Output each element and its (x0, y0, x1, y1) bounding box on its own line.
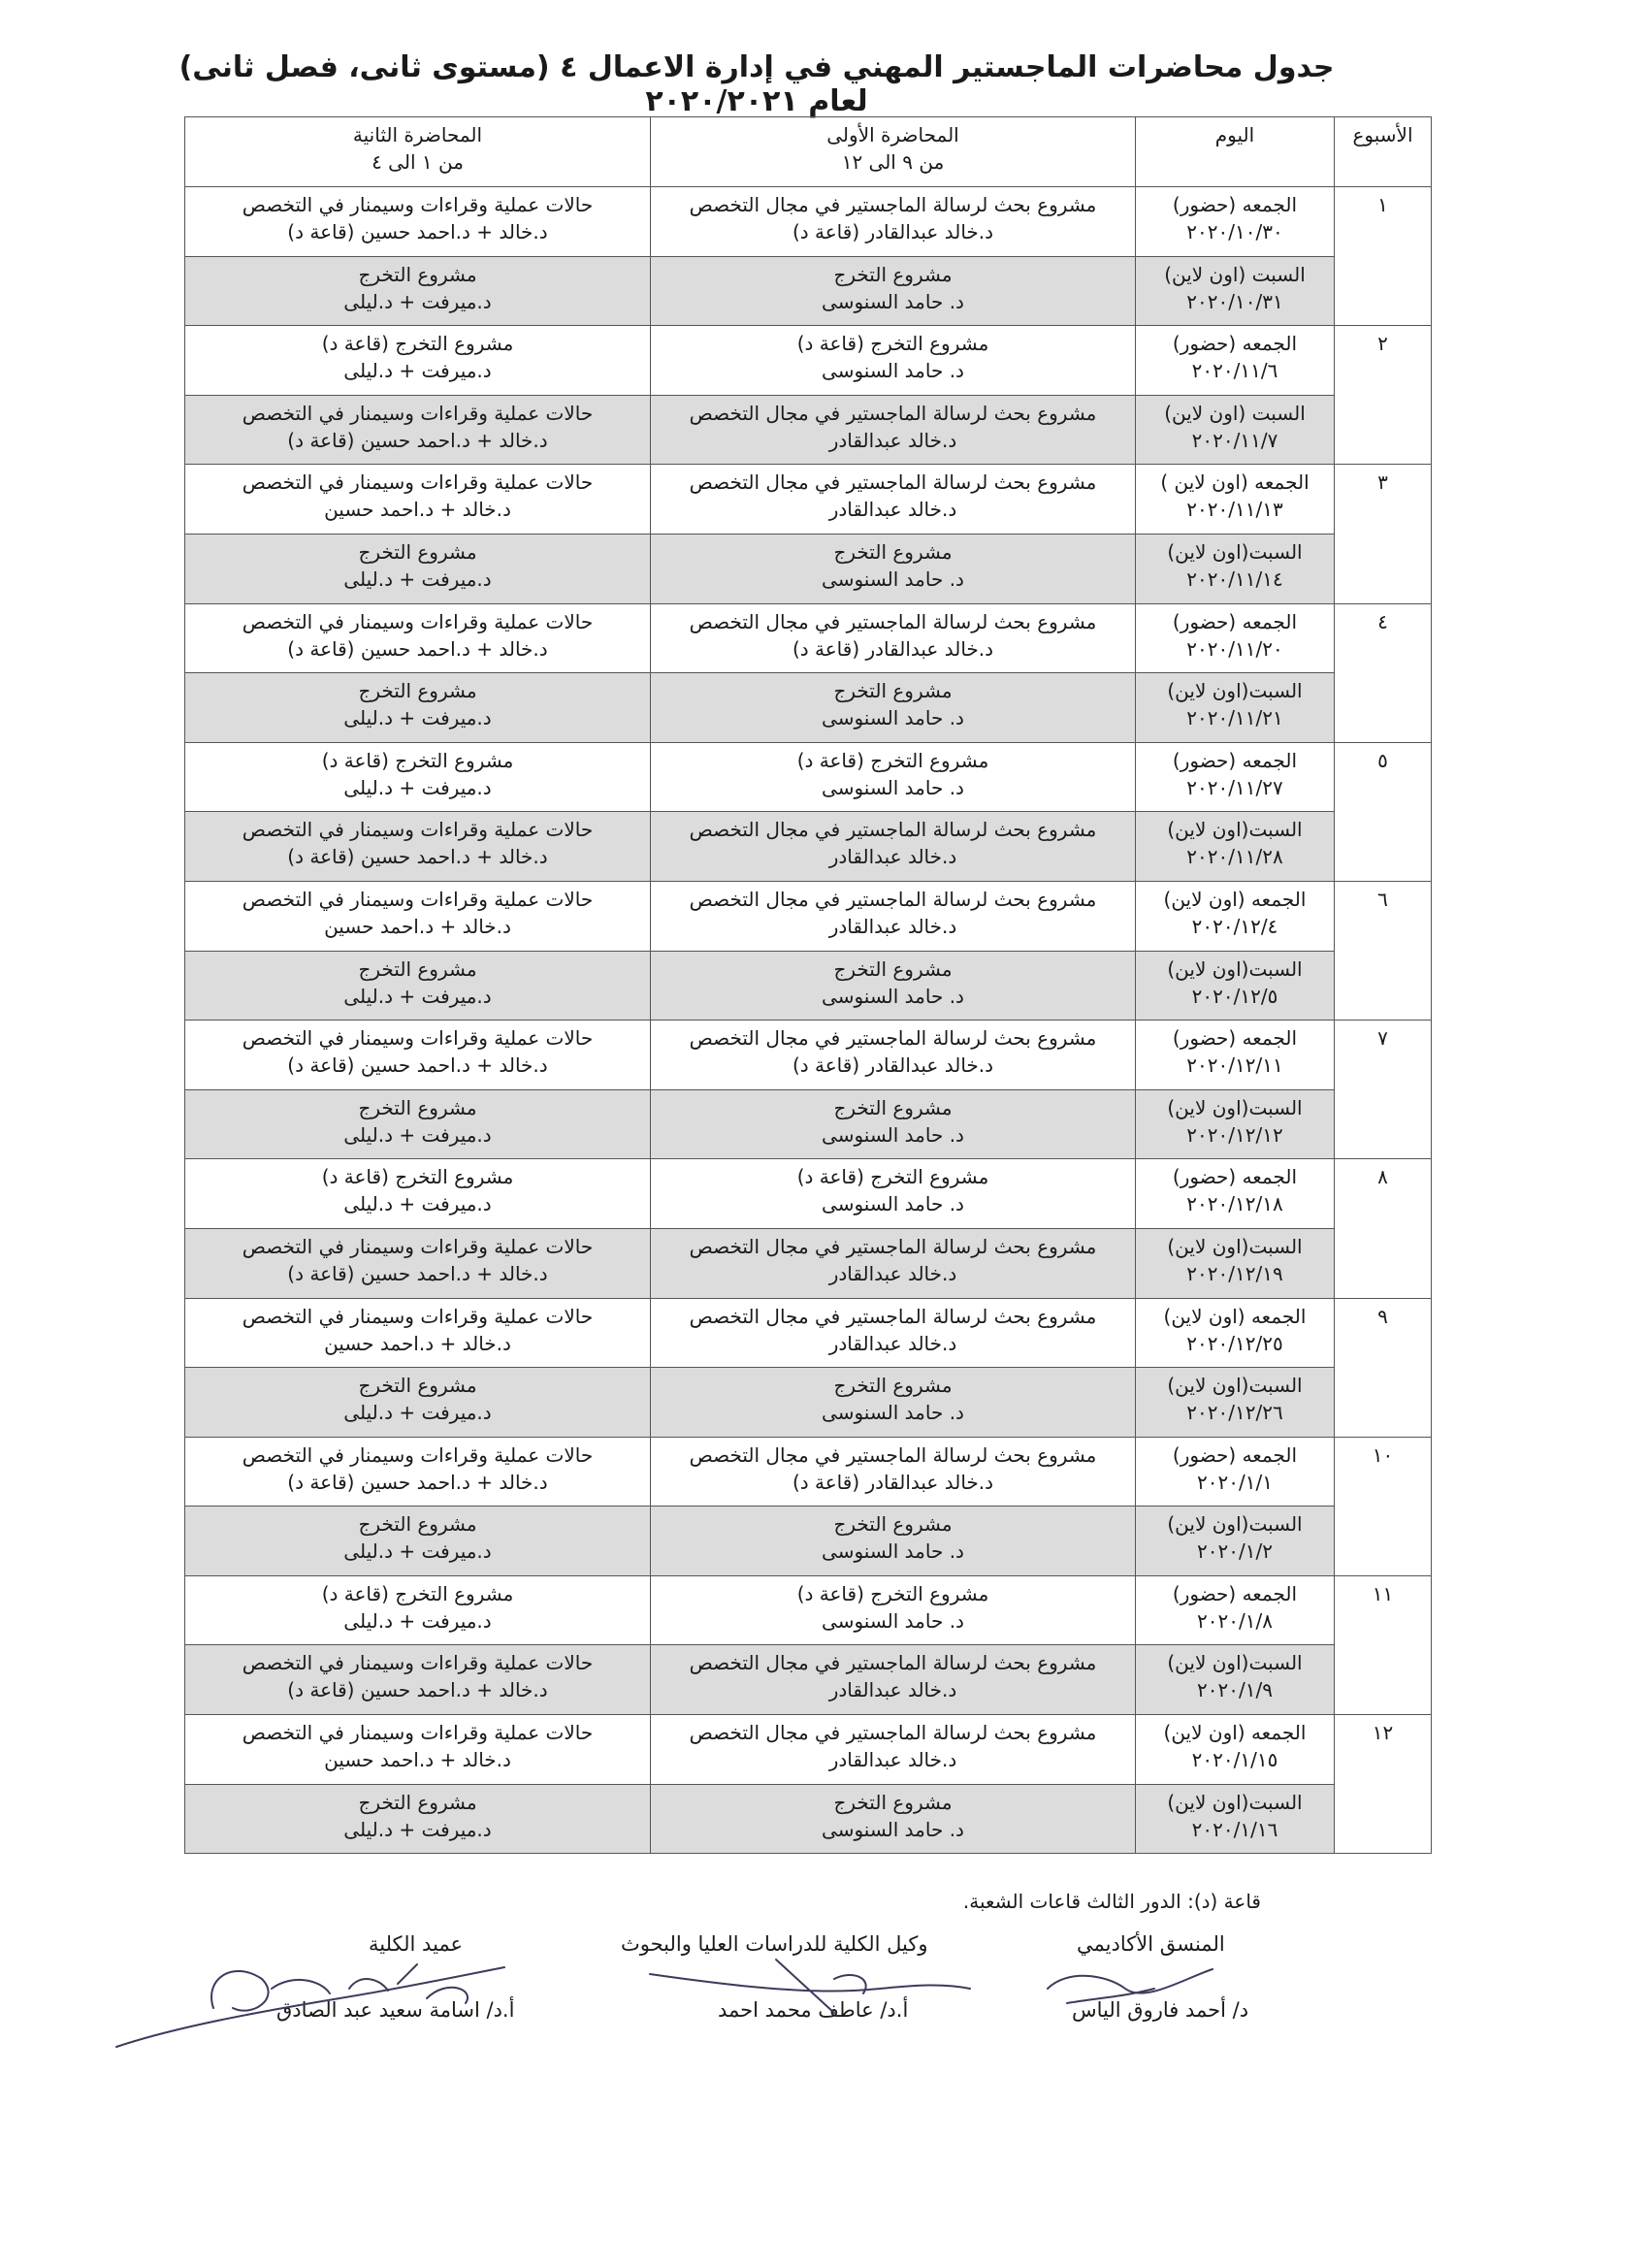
lecture1-cell (651, 1507, 1136, 1576)
lecture2-cell (185, 603, 651, 673)
day-cell (1136, 465, 1335, 535)
day-cell-line: السبت(اون لاين) (1167, 1651, 1303, 1675)
table-row (185, 881, 1432, 951)
week-number-cell: ٨ (1335, 1159, 1432, 1298)
lecture2-cell-line: د.خالد + د.احمد حسين (324, 914, 511, 938)
day-cell-line: ٢٠٢٠/١٢/٥ (1191, 984, 1278, 1008)
header-row (185, 117, 1432, 187)
lecture1-cell-line: مشروع التخرج (833, 1512, 953, 1537)
lecture1-cell-line: مشروع التخرج (833, 1095, 953, 1119)
day-cell-line: الجمعه (اون لاين ) (1160, 470, 1310, 495)
lecture2-cell-line: د.ميرفت + د.ليلى (343, 984, 492, 1008)
day-cell (1136, 1021, 1335, 1090)
day-cell-line: ٢٠٢٠/١١/١٣ (1186, 498, 1283, 522)
lecture2-cell-line: د.خالد + د.احمد حسين (قاعة د) (287, 1053, 548, 1078)
table-row (185, 1159, 1432, 1229)
day-cell (1136, 742, 1335, 812)
lecture1-cell-line: د.خالد عبدالقادر (828, 1331, 957, 1355)
day-cell-line: الجمعه (حضور) (1172, 332, 1298, 356)
day-cell-line: ٢٠٢٠/١٢/١٨ (1186, 1192, 1283, 1216)
table-row (185, 1089, 1432, 1159)
day-cell (1136, 1575, 1335, 1645)
header-lecture2: المحاضرة الثانية من ١ الى ٤ (185, 117, 651, 187)
week-number-cell: ١٢ (1335, 1715, 1432, 1854)
day-cell-line: ٢٠٢٠/١١/١٤ (1186, 567, 1283, 591)
schedule-table (184, 116, 1432, 1854)
day-cell-line: الجمعه (حضور) (1172, 193, 1298, 216)
lecture2-cell-line: د.ميرفت + د.ليلى (343, 1608, 492, 1633)
lecture2-cell-line: د.ميرفت + د.ليلى (343, 567, 492, 591)
week-number-cell: ١١ (1335, 1575, 1432, 1714)
lecture2-cell (185, 1715, 651, 1785)
week-number-cell: ٣ (1335, 465, 1432, 603)
week-number-cell: ٧ (1335, 1021, 1432, 1159)
table-row (185, 395, 1432, 465)
lecture1-cell-line: مشروع بحث لرسالة الماجستير في مجال التخصص (689, 818, 1097, 842)
lecture1-cell-line: د. حامد السنوسى (822, 984, 964, 1008)
day-cell (1136, 1437, 1335, 1507)
lecture2-cell (185, 465, 651, 535)
day-cell (1136, 256, 1335, 326)
lecture2-cell (185, 812, 651, 882)
lecture2-cell-line: حالات عملية وقراءات وسيمنار في التخصص (242, 1304, 594, 1328)
lecture1-cell (651, 326, 1136, 396)
lecture2-cell-line: د.خالد + د.احمد حسين (324, 1331, 511, 1355)
table-row (185, 603, 1432, 673)
day-cell-line: ٢٠٢٠/١٢/١٢ (1186, 1122, 1283, 1147)
lecture1-cell-line: د.خالد عبدالقادر (828, 1678, 957, 1702)
lecture1-cell-line: مشروع بحث لرسالة الماجستير في مجال التخصص (689, 1026, 1097, 1051)
week-number-cell: ٦ (1335, 881, 1432, 1020)
lecture1-cell (651, 742, 1136, 812)
table-row (185, 1575, 1432, 1645)
day-cell-line: الجمعه (حضور) (1172, 1442, 1298, 1467)
day-cell (1136, 326, 1335, 396)
lecture2-cell (185, 1159, 651, 1229)
day-cell-line: السبت(اون لاين) (1167, 1512, 1303, 1537)
week-number-cell: ٥ (1335, 742, 1432, 881)
dean-name: أ.د/ اسامة سعيد عبد الصادق (276, 1998, 515, 2022)
lecture1-cell-line: مشروع التخرج (قاعة د) (796, 1581, 989, 1605)
lecture2-cell-line: مشروع التخرج (قاعة د) (321, 748, 514, 772)
day-cell (1136, 603, 1335, 673)
lecture1-cell-line: مشروع بحث لرسالة الماجستير في مجال التخصص (689, 1304, 1097, 1328)
page-title: جدول محاضرات الماجستير المهني في إدارة الاعمال ٤ (مستوى ثانى، فصل ثانى) لعام ٢٠٢٠/٢٠٢١ (178, 50, 1335, 118)
lecture1-cell (651, 1715, 1136, 1785)
day-cell-line: الجمعه (اون لاين) (1163, 887, 1307, 911)
lecture2-cell (185, 1228, 651, 1298)
lecture2-cell-line: مشروع التخرج (358, 1095, 477, 1119)
lecture1-cell-line: مشروع التخرج (قاعة د) (796, 1165, 989, 1189)
day-cell (1136, 534, 1335, 603)
lecture2-cell-line: حالات عملية وقراءات وسيمنار في التخصص (242, 1442, 594, 1467)
lecture1-cell (651, 603, 1136, 673)
table-row (185, 187, 1432, 257)
day-cell-line: ٢٠٢٠/١١/٢٧ (1186, 775, 1283, 799)
table-row (185, 1368, 1432, 1438)
day-cell-line: السبت(اون لاين) (1167, 818, 1303, 842)
lecture1-cell (651, 256, 1136, 326)
lecture1-cell-line: مشروع بحث لرسالة الماجستير في مجال التخصص (689, 1442, 1097, 1467)
day-cell-line: ٢٠٢٠/١١/٢٨ (1186, 845, 1283, 869)
day-cell (1136, 1228, 1335, 1298)
week-number-cell: ٢ (1335, 326, 1432, 465)
lecture1-cell (651, 1089, 1136, 1159)
table-row (185, 1298, 1432, 1368)
day-cell-line: السبت(اون لاين) (1167, 1374, 1303, 1398)
lecture2-cell (185, 1021, 651, 1090)
lecture2-cell (185, 1368, 651, 1438)
day-cell-line: ٢٠٢٠/١٢/٢٥ (1186, 1331, 1283, 1355)
lecture1-cell-line: د.خالد عبدالقادر (828, 914, 957, 938)
lecture1-cell-line: د. حامد السنوسى (822, 706, 964, 730)
day-cell (1136, 1298, 1335, 1368)
lecture2-cell-line: د.ميرفت + د.ليلى (343, 1192, 492, 1216)
day-cell-line: ٢٠٢٠/١/١٥ (1191, 1748, 1278, 1772)
lecture2-cell-line: د.خالد + د.احمد حسين (قاعة د) (287, 220, 548, 243)
lecture2-cell-line: مشروع التخرج (358, 262, 477, 286)
day-cell-line: الجمعه (حضور) (1172, 1581, 1298, 1605)
lecture2-cell-line: د.خالد + د.احمد حسين (قاعة د) (287, 1470, 548, 1494)
lecture1-cell-line: د.خالد عبدالقادر (قاعة د) (792, 1053, 994, 1078)
day-cell (1136, 673, 1335, 743)
day-cell (1136, 187, 1335, 257)
table-row (185, 256, 1432, 326)
lecture2-cell-line: د.خالد + د.احمد حسين (قاعة د) (287, 1261, 548, 1285)
day-cell-line: ٢٠٢٠/١١/٢٠ (1186, 636, 1283, 661)
day-cell-line: ٢٠٢٠/١١/٧ (1191, 428, 1278, 452)
lecture2-cell (185, 742, 651, 812)
day-cell-line: ٢٠٢٠/١٢/٤ (1191, 914, 1278, 938)
lecture2-cell-line: د.ميرفت + د.ليلى (343, 359, 492, 383)
lecture1-cell (651, 1368, 1136, 1438)
lecture2-cell-line: مشروع التخرج (قاعة د) (321, 1165, 514, 1189)
lecture2-cell (185, 326, 651, 396)
lecture2-cell (185, 1507, 651, 1576)
lecture1-cell-line: د.خالد عبدالقادر (828, 1748, 957, 1772)
day-cell (1136, 1784, 1335, 1854)
table-row (185, 1507, 1432, 1576)
day-cell-line: ٢٠٢٠/١١/٦ (1191, 359, 1278, 383)
day-cell-line: الجمعه (حضور) (1172, 1026, 1298, 1051)
lecture2-cell-line: د.خالد + د.احمد حسين (324, 1748, 511, 1772)
lecture1-cell-line: د. حامد السنوسى (822, 1817, 964, 1841)
day-cell (1136, 1715, 1335, 1785)
lecture1-cell-line: مشروع التخرج (قاعة د) (796, 748, 989, 772)
lecture2-cell (185, 1575, 651, 1645)
lecture1-cell (651, 673, 1136, 743)
lecture1-cell-line: مشروع التخرج (833, 1374, 953, 1398)
lecture1-cell-line: د.خالد عبدالقادر (قاعة د) (792, 1470, 994, 1494)
week-number-cell: ٤ (1335, 603, 1432, 742)
lecture1-cell (651, 1784, 1136, 1854)
lecture1-cell-line: د.خالد عبدالقادر (828, 428, 957, 452)
day-cell (1136, 1645, 1335, 1715)
lecture1-cell (651, 1575, 1136, 1645)
day-cell-line: ٢٠٢٠/١٠/٣١ (1186, 289, 1283, 313)
lecture2-cell-line: حالات عملية وقراءات وسيمنار في التخصص (242, 470, 594, 495)
header-week: الأسبوع (1335, 117, 1432, 187)
lecture1-cell-line: د. حامد السنوسى (822, 567, 964, 591)
lecture2-cell-line: حالات عملية وقراءات وسيمنار في التخصص (242, 1651, 594, 1675)
day-cell-line: ٢٠٢٠/١/١٦ (1191, 1817, 1278, 1841)
table-row (185, 1437, 1432, 1507)
lecture2-cell (185, 1784, 651, 1854)
lecture2-cell-line: حالات عملية وقراءات وسيمنار في التخصص (242, 193, 594, 216)
lecture2-cell-line: د.ميرفت + د.ليلى (343, 1401, 492, 1425)
day-cell (1136, 1507, 1335, 1576)
lecture1-cell-line: مشروع بحث لرسالة الماجستير في مجال التخصص (689, 887, 1097, 911)
lecture1-cell-line: د. حامد السنوسى (822, 289, 964, 313)
day-cell-line: السبت (اون لاين) (1164, 262, 1306, 286)
lecture2-cell-line: حالات عملية وقراءات وسيمنار في التخصص (242, 1026, 594, 1051)
lecture2-cell (185, 1645, 651, 1715)
lecture2-cell-line: حالات عملية وقراءات وسيمنار في التخصص (242, 401, 594, 425)
day-cell-line: ٢٠٢٠/١٢/١٩ (1186, 1261, 1283, 1285)
lecture2-cell-line: مشروع التخرج (358, 539, 477, 564)
lecture2-cell-line: حالات عملية وقراءات وسيمنار في التخصص (242, 609, 594, 633)
week-number-cell: ٩ (1335, 1298, 1432, 1437)
lecture1-cell (651, 951, 1136, 1021)
day-cell (1136, 1089, 1335, 1159)
table-row (185, 1784, 1432, 1854)
lecture2-cell-line: د.ميرفت + د.ليلى (343, 1817, 492, 1841)
table-row (185, 534, 1432, 603)
table-row (185, 326, 1432, 396)
lecture1-cell (651, 1159, 1136, 1229)
lecture1-cell-line: مشروع بحث لرسالة الماجستير في مجال التخصص (689, 401, 1097, 425)
lecture2-cell-line: مشروع التخرج (358, 1374, 477, 1398)
coordinator-title: المنسق الأكاديمي (1077, 1932, 1225, 1956)
lecture2-cell-line: د.ميرفت + د.ليلى (343, 775, 492, 799)
lecture2-cell (185, 951, 651, 1021)
lecture1-cell-line: مشروع بحث لرسالة الماجستير في مجال التخصص (689, 609, 1097, 633)
lecture2-cell-line: د.خالد + د.احمد حسين (قاعة د) (287, 1678, 548, 1702)
lecture2-cell (185, 534, 651, 603)
day-cell-line: الجمعه (اون لاين) (1163, 1721, 1307, 1745)
lecture2-cell (185, 881, 651, 951)
day-cell-line: السبت(اون لاين) (1167, 679, 1303, 703)
table-row (185, 465, 1432, 535)
lecture2-cell (185, 1089, 651, 1159)
header-lecture1: المحاضرة الأولى من ٩ الى ١٢ (651, 117, 1136, 187)
day-cell-line: السبت(اون لاين) (1167, 956, 1303, 981)
lecture2-cell-line: مشروع التخرج (358, 1790, 477, 1814)
week-number-cell: ١٠ (1335, 1437, 1432, 1575)
week-number-cell: ١ (1335, 187, 1432, 326)
day-cell-line: ٢٠٢٠/١/١ (1197, 1470, 1273, 1494)
day-cell-line: ٢٠٢٠/١/٨ (1197, 1608, 1273, 1633)
day-cell (1136, 812, 1335, 882)
table-row (185, 742, 1432, 812)
lecture1-cell-line: د.خالد عبدالقادر (قاعة د) (792, 636, 994, 661)
lecture2-cell-line: د.خالد + د.احمد حسين (324, 498, 511, 522)
lecture2-cell-line: د.خالد + د.احمد حسين (قاعة د) (287, 845, 548, 869)
day-cell-line: السبت(اون لاين) (1167, 539, 1303, 564)
lecture2-cell-line: حالات عملية وقراءات وسيمنار في التخصص (242, 1721, 594, 1745)
lecture1-cell (651, 812, 1136, 882)
vice-dean-name: أ.د/ عاطف محمد احمد (718, 1998, 909, 2022)
lecture1-cell-line: مشروع التخرج (833, 956, 953, 981)
lecture1-cell-line: د. حامد السنوسى (822, 1122, 964, 1147)
lecture2-cell-line: مشروع التخرج (358, 956, 477, 981)
day-cell-line: ٢٠٢٠/١٢/١١ (1186, 1053, 1283, 1078)
day-cell-line: السبت(اون لاين) (1167, 1095, 1303, 1119)
table-row (185, 1645, 1432, 1715)
lecture1-cell-line: مشروع بحث لرسالة الماجستير في مجال التخصص (689, 1234, 1097, 1258)
day-cell-line: ٢٠٢٠/١/٢ (1197, 1539, 1273, 1564)
lecture2-cell-line: د.ميرفت + د.ليلى (343, 1539, 492, 1564)
day-cell (1136, 881, 1335, 951)
coordinator-name: د/ أحمد فاروق الياس (1072, 1998, 1249, 2022)
table-row (185, 812, 1432, 882)
lecture1-cell-line: مشروع بحث لرسالة الماجستير في مجال التخصص (689, 1651, 1097, 1675)
day-cell-line: الجمعه (حضور) (1172, 609, 1298, 633)
lecture1-cell-line: د. حامد السنوسى (822, 1401, 964, 1425)
lecture1-cell (651, 395, 1136, 465)
lecture2-cell-line: مشروع التخرج (قاعة د) (321, 332, 514, 356)
lecture2-cell (185, 395, 651, 465)
lecture1-cell (651, 187, 1136, 257)
lecture2-cell-line: مشروع التخرج (قاعة د) (321, 1581, 514, 1605)
lecture1-cell-line: د. حامد السنوسى (822, 359, 964, 383)
day-cell (1136, 1368, 1335, 1438)
lecture1-cell (651, 1298, 1136, 1368)
lecture2-cell-line: مشروع التخرج (358, 1512, 477, 1537)
lecture2-cell (185, 187, 651, 257)
lecture1-cell-line: مشروع التخرج (833, 679, 953, 703)
table-row (185, 673, 1432, 743)
lecture2-cell-line: حالات عملية وقراءات وسيمنار في التخصص (242, 818, 594, 842)
lecture1-cell-line: د.خالد عبدالقادر (828, 498, 957, 522)
lecture2-cell-line: د.ميرفت + د.ليلى (343, 289, 492, 313)
lecture1-cell-line: مشروع بحث لرسالة الماجستير في مجال التخصص (689, 470, 1097, 495)
lecture2-cell-line: حالات عملية وقراءات وسيمنار في التخصص (242, 1234, 594, 1258)
lecture2-cell-line: د.ميرفت + د.ليلى (343, 1122, 492, 1147)
lecture1-cell (651, 881, 1136, 951)
day-cell-line: السبت (اون لاين) (1164, 401, 1306, 425)
lecture2-cell (185, 673, 651, 743)
lecture1-cell-line: د. حامد السنوسى (822, 775, 964, 799)
table-row (185, 1228, 1432, 1298)
lecture2-cell (185, 256, 651, 326)
lecture2-cell-line: حالات عملية وقراءات وسيمنار في التخصص (242, 887, 594, 911)
lecture1-cell-line: د. حامد السنوسى (822, 1608, 964, 1633)
lecture2-cell-line: د.خالد + د.احمد حسين (قاعة د) (287, 636, 548, 661)
lecture1-cell (651, 1437, 1136, 1507)
lecture1-cell (651, 534, 1136, 603)
lecture1-cell-line: مشروع التخرج (833, 1790, 953, 1814)
header-day: اليوم (1136, 117, 1335, 187)
lecture1-cell (651, 1645, 1136, 1715)
dean-title: عميد الكلية (369, 1932, 464, 1956)
lecture1-cell-line: د.خالد عبدالقادر (828, 845, 957, 869)
vice-dean-title: وكيل الكلية للدراسات العليا والبحوث (621, 1932, 928, 1956)
lecture2-cell-line: د.خالد + د.احمد حسين (قاعة د) (287, 428, 548, 452)
day-cell-line: السبت(اون لاين) (1167, 1790, 1303, 1814)
table-row (185, 1021, 1432, 1090)
schedule-body (185, 187, 1432, 1854)
day-cell (1136, 395, 1335, 465)
day-cell (1136, 951, 1335, 1021)
day-cell-line: ٢٠٢٠/١١/٢١ (1186, 706, 1283, 730)
lecture1-cell-line: د.خالد عبدالقادر (قاعة د) (792, 220, 994, 243)
room-note: قاعة (د): الدور الثالث قاعات الشعبة. (962, 1890, 1261, 1913)
lecture1-cell-line: مشروع التخرج (قاعة د) (796, 332, 989, 356)
lecture2-cell (185, 1298, 651, 1368)
day-cell-line: ٢٠٢٠/١/٩ (1197, 1678, 1273, 1702)
day-cell-line: الجمعه (اون لاين) (1163, 1304, 1307, 1328)
lecture1-cell-line: مشروع بحث لرسالة الماجستير في مجال التخصص (689, 193, 1097, 216)
lecture1-cell-line: مشروع بحث لرسالة الماجستير في مجال التخصص (689, 1721, 1097, 1745)
day-cell (1136, 1159, 1335, 1229)
table-row (185, 1715, 1432, 1785)
lecture1-cell-line: د. حامد السنوسى (822, 1539, 964, 1564)
day-cell-line: ٢٠٢٠/١٢/٢٦ (1186, 1401, 1283, 1425)
lecture2-cell (185, 1437, 651, 1507)
lecture1-cell (651, 1228, 1136, 1298)
lecture1-cell (651, 1021, 1136, 1090)
lecture2-cell-line: مشروع التخرج (358, 679, 477, 703)
lecture1-cell-line: مشروع التخرج (833, 539, 953, 564)
day-cell-line: الجمعه (حضور) (1172, 748, 1298, 772)
day-cell-line: الجمعه (حضور) (1172, 1165, 1298, 1189)
table-row (185, 951, 1432, 1021)
lecture1-cell-line: د.خالد عبدالقادر (828, 1261, 957, 1285)
day-cell-line: ٢٠٢٠/١٠/٣٠ (1186, 220, 1283, 243)
lecture1-cell-line: مشروع التخرج (833, 262, 953, 286)
lecture1-cell-line: د. حامد السنوسى (822, 1192, 964, 1216)
day-cell-line: السبت(اون لاين) (1167, 1234, 1303, 1258)
lecture1-cell (651, 465, 1136, 535)
lecture2-cell-line: د.ميرفت + د.ليلى (343, 706, 492, 730)
